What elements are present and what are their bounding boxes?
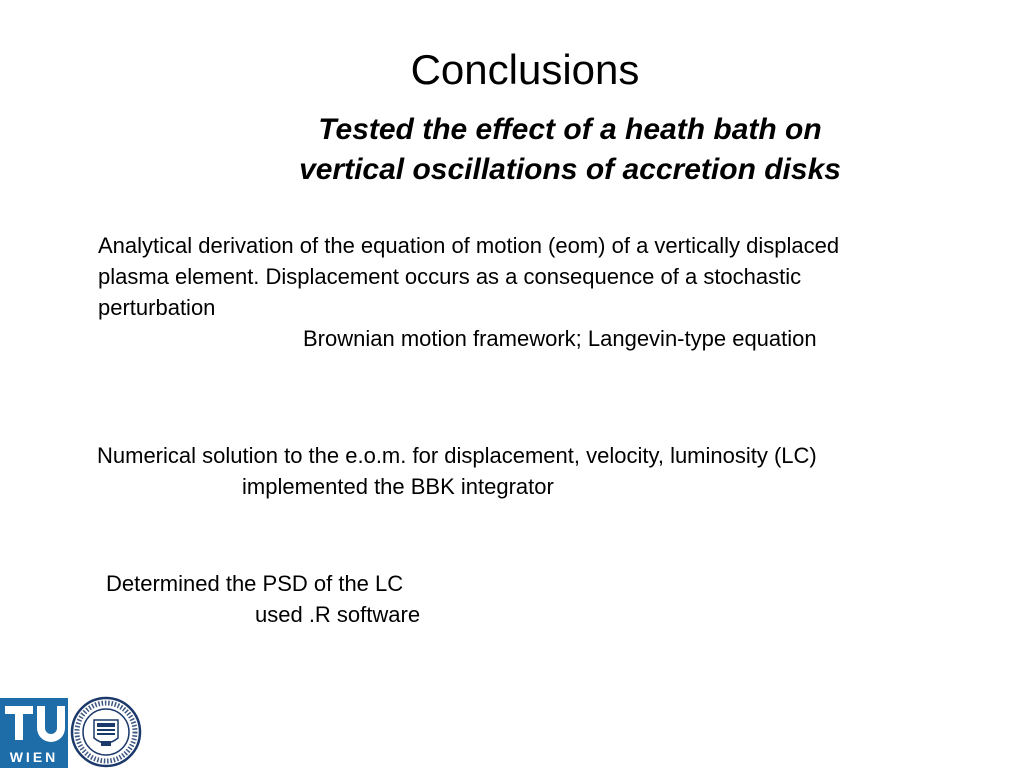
point-line: Determined the PSD of the LC	[106, 571, 404, 596]
point-line: Numerical solution to the e.o.m. for displacement, velocity, luminosity (LC)	[97, 443, 817, 468]
svg-text:WIEN: WIEN	[9, 749, 59, 765]
point-line: Analytical derivation of the equation of motion (eom) of a vertically displaced	[98, 233, 840, 258]
university-seal-icon	[70, 696, 142, 768]
slide-title: Conclusions	[410, 46, 640, 93]
conclusion-point-analytical	[98, 230, 978, 354]
conclusion-point-psd	[106, 568, 466, 630]
footer-logos	[0, 696, 150, 768]
point-subline: Brownian motion framework; Langevin-type equation	[303, 326, 817, 351]
point-line: plasma element. Displacement occurs as a consequence of a stochastic	[98, 264, 802, 289]
slide-subtitle	[260, 110, 880, 190]
point-subline: implemented the BBK integrator	[242, 474, 554, 499]
point-line: perturbation	[98, 295, 216, 320]
point-subline: used .R software	[255, 602, 421, 627]
subtitle-line: vertical oscillations of accretion disks	[299, 153, 841, 186]
tu-wien-logo-icon	[0, 698, 68, 768]
subtitle-line: Tested the effect of a heath bath on	[318, 113, 822, 146]
conclusion-point-numerical	[97, 440, 997, 502]
